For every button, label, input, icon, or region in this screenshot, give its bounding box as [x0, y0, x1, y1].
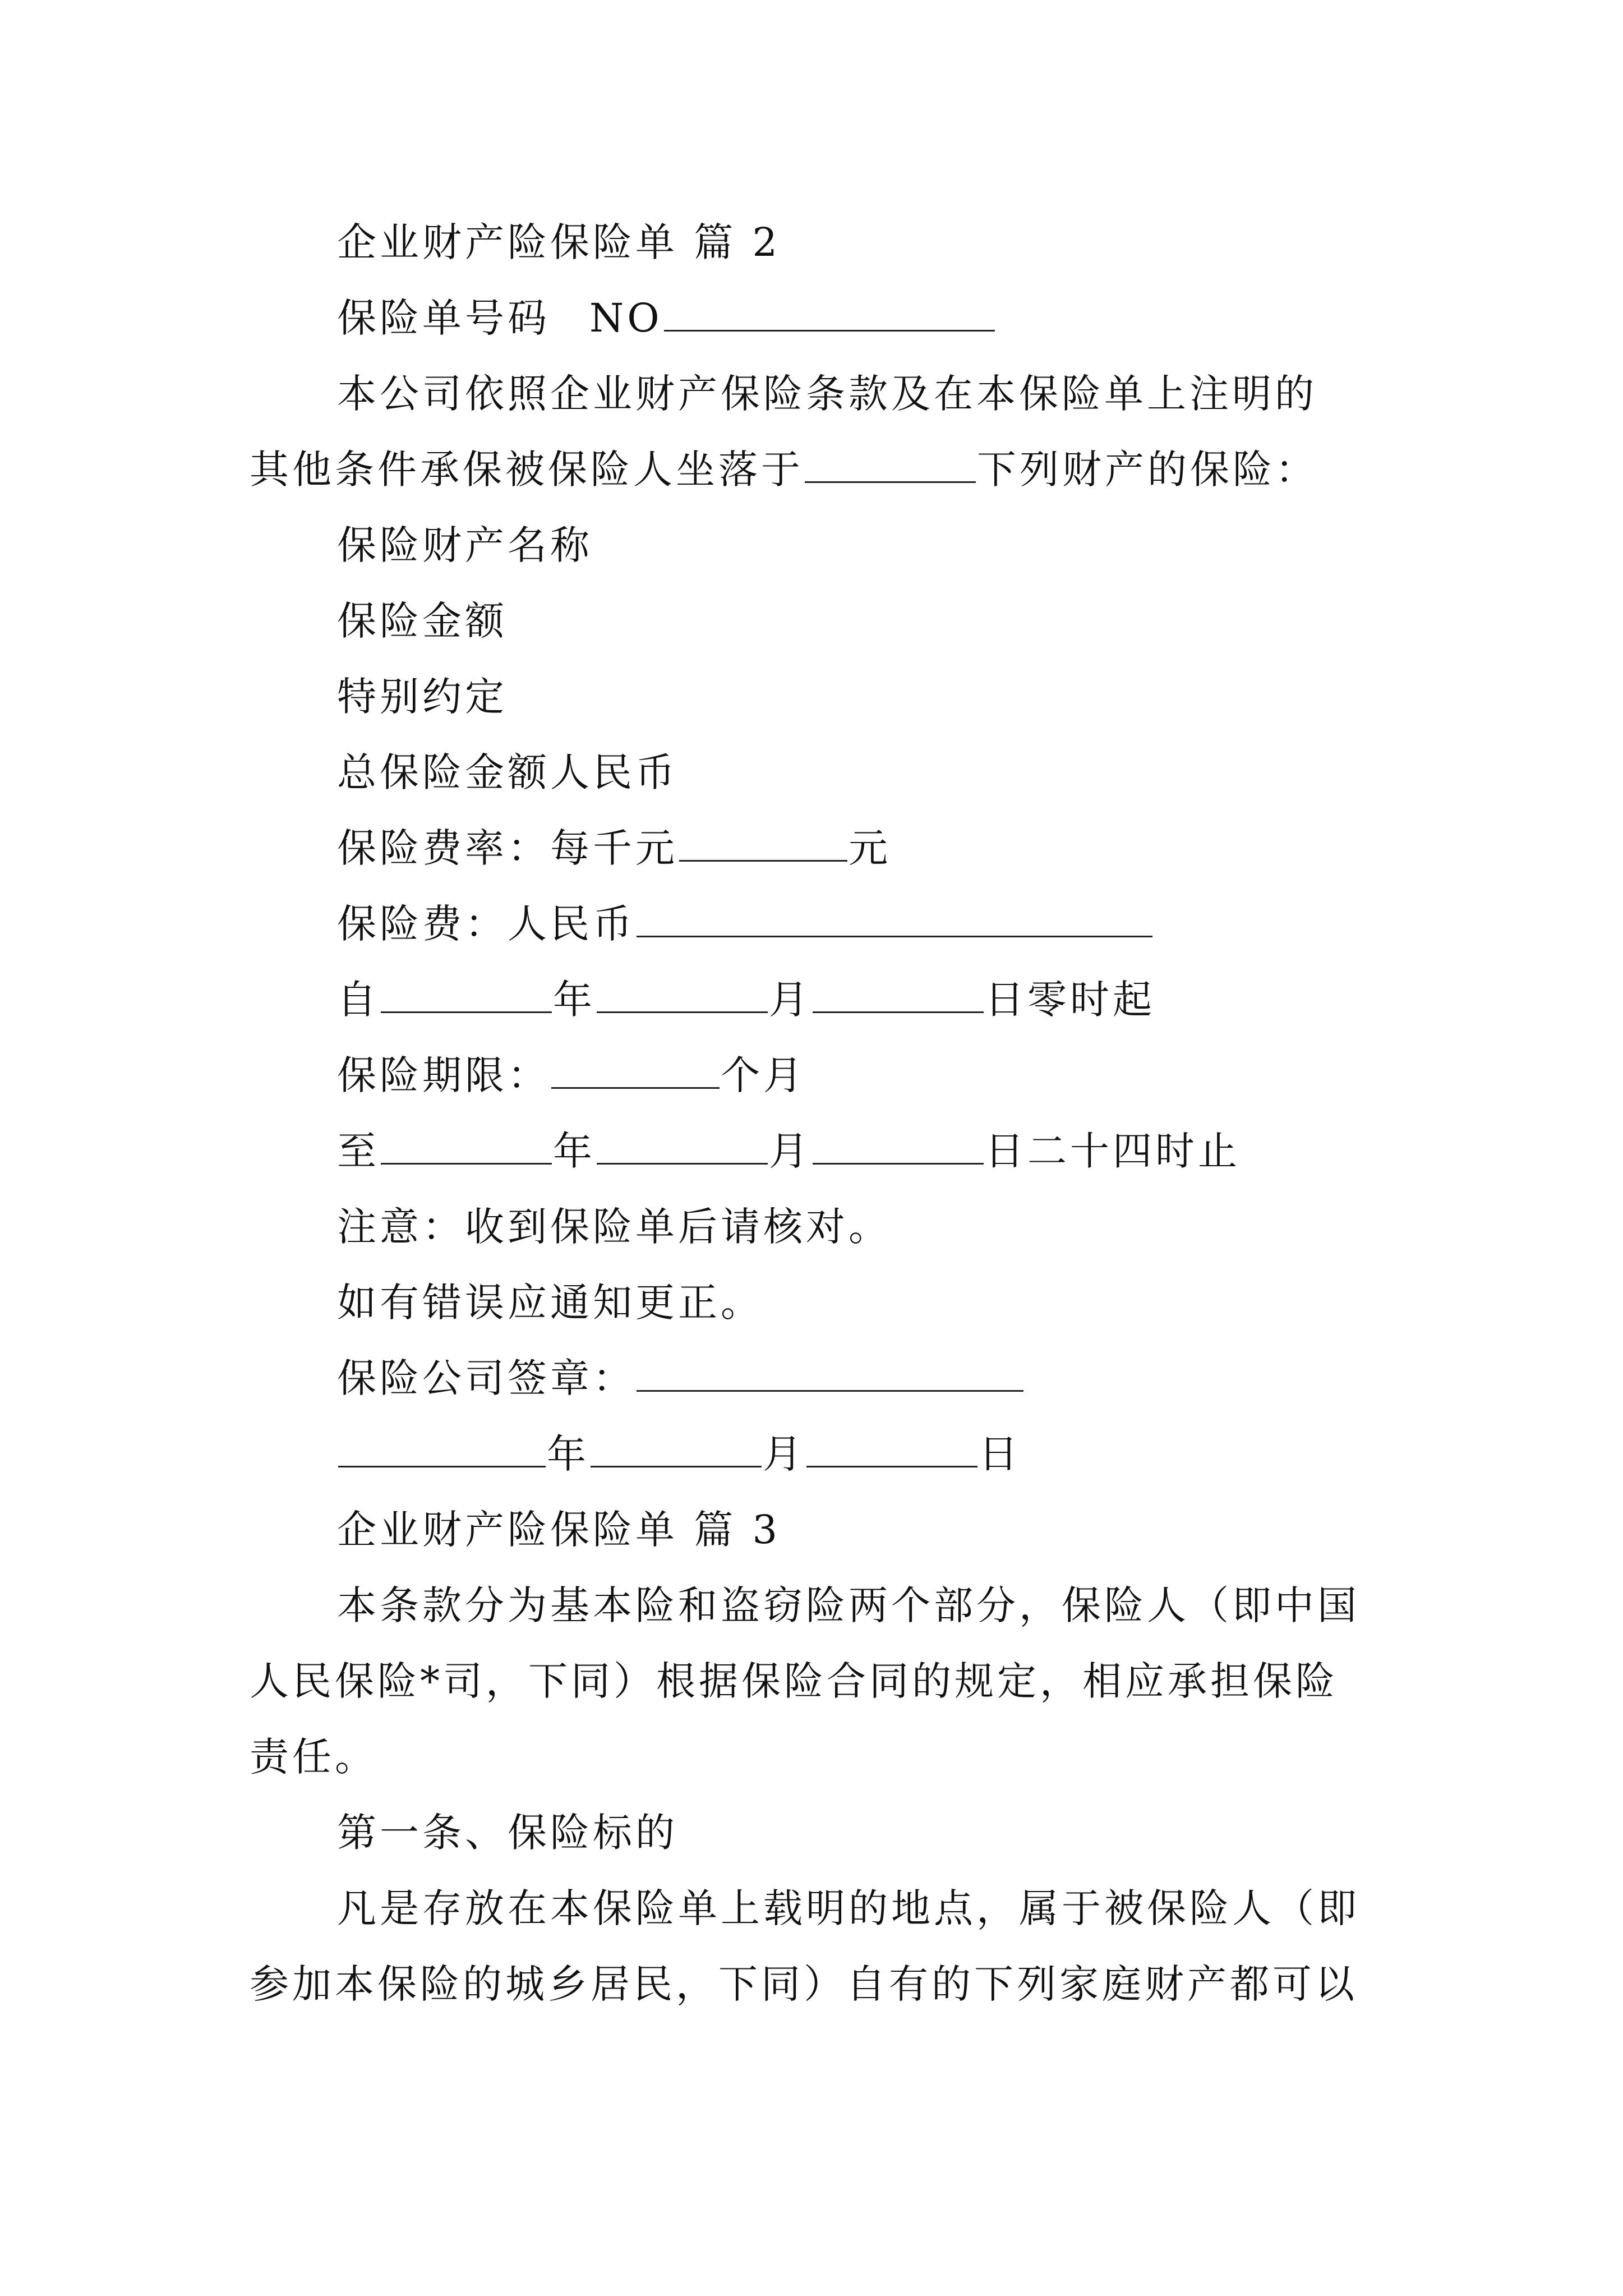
start-year-blank[interactable] — [381, 978, 552, 1013]
rate-blank[interactable] — [679, 826, 847, 862]
policy-number-prefix: NO — [589, 295, 663, 341]
start-day-blank[interactable] — [813, 978, 984, 1013]
special-terms-label: 特别约定 — [337, 674, 508, 720]
intro-line-2-text-b: 下列财产的保险： — [977, 447, 1318, 493]
month-label: 月 — [769, 977, 811, 1023]
para2-line-2: 参加本保险的城乡居民，下同）自有的下列家庭财产都可以 — [250, 1961, 1358, 2007]
start-date-line — [0, 976, 1623, 1023]
para1-line-3: 责任。 — [250, 1734, 377, 1780]
rate-label: 保险费率：每千元 — [337, 825, 678, 871]
para1-line-1: 本条款分为基本险和盗窃险两个部分，保险人（即中国 — [337, 1582, 1360, 1628]
seal-blank[interactable] — [637, 1356, 1023, 1392]
end-day-blank[interactable] — [813, 1129, 984, 1165]
premium-blank[interactable] — [637, 902, 1152, 937]
total-amount-label: 总保险金额人民币 — [337, 749, 678, 795]
to-label: 至 — [337, 1128, 380, 1174]
premium-line — [0, 900, 1623, 947]
rate-line — [0, 825, 1623, 872]
intro-line-2 — [0, 446, 1623, 493]
para2-line-1: 凡是存放在本保险单上载明的地点，属于被保险人（即 — [337, 1885, 1360, 1931]
policy-number-line — [0, 295, 1623, 342]
intro-line-2-text-a: 其他条件承保被保险人坐落于 — [250, 447, 804, 493]
seal-label: 保险公司签章： — [337, 1355, 635, 1401]
seal-line — [0, 1355, 1623, 1402]
policy-number-label: 保险单号码 — [337, 295, 550, 341]
end-date-line — [0, 1128, 1623, 1175]
day-label: 日 — [979, 1431, 1021, 1477]
year-label: 年 — [553, 977, 596, 1023]
rate-unit: 元 — [849, 825, 891, 871]
para1-line-2: 人民保险*司，下同）根据保险合同的规定，相应承担保险 — [250, 1658, 1338, 1704]
section-heading-2: 企业财产险保险单 篇 2 — [337, 219, 781, 265]
sign-date-line — [0, 1430, 1623, 1478]
intro-line-1: 本公司依照企业财产保险条款及在本保险单上注明的 — [337, 371, 1317, 417]
from-label: 自 — [337, 977, 380, 1023]
sign-month-blank[interactable] — [591, 1432, 762, 1467]
section-heading-3: 企业财产险保险单 篇 3 — [337, 1507, 781, 1553]
insured-amount-label: 保险金额 — [337, 598, 508, 644]
location-blank[interactable] — [805, 448, 976, 483]
note-line-1: 注意：收到保险单后请核对。 — [337, 1204, 891, 1250]
policy-number-blank[interactable] — [664, 296, 995, 332]
note-line-2: 如有错误应通知更正。 — [337, 1280, 763, 1326]
to-suffix: 日二十四时止 — [985, 1128, 1241, 1174]
from-suffix: 日零时起 — [985, 977, 1155, 1023]
article-1-heading: 第一条、保险标的 — [337, 1810, 678, 1856]
property-name-label: 保险财产名称 — [337, 522, 593, 568]
end-year-blank[interactable] — [381, 1129, 552, 1165]
end-month-blank[interactable] — [597, 1129, 768, 1165]
month-label: 月 — [763, 1431, 805, 1477]
year-label: 年 — [547, 1431, 589, 1477]
period-blank[interactable] — [551, 1053, 720, 1089]
premium-label: 保险费：人民币 — [337, 901, 635, 947]
period-line — [0, 1052, 1623, 1099]
month-label: 月 — [769, 1128, 811, 1174]
year-label: 年 — [553, 1128, 596, 1174]
period-unit: 个月 — [721, 1052, 806, 1098]
period-label: 保险期限： — [337, 1052, 550, 1098]
sign-year-blank[interactable] — [338, 1432, 546, 1467]
start-month-blank[interactable] — [597, 978, 768, 1013]
sign-day-blank[interactable] — [806, 1432, 978, 1467]
